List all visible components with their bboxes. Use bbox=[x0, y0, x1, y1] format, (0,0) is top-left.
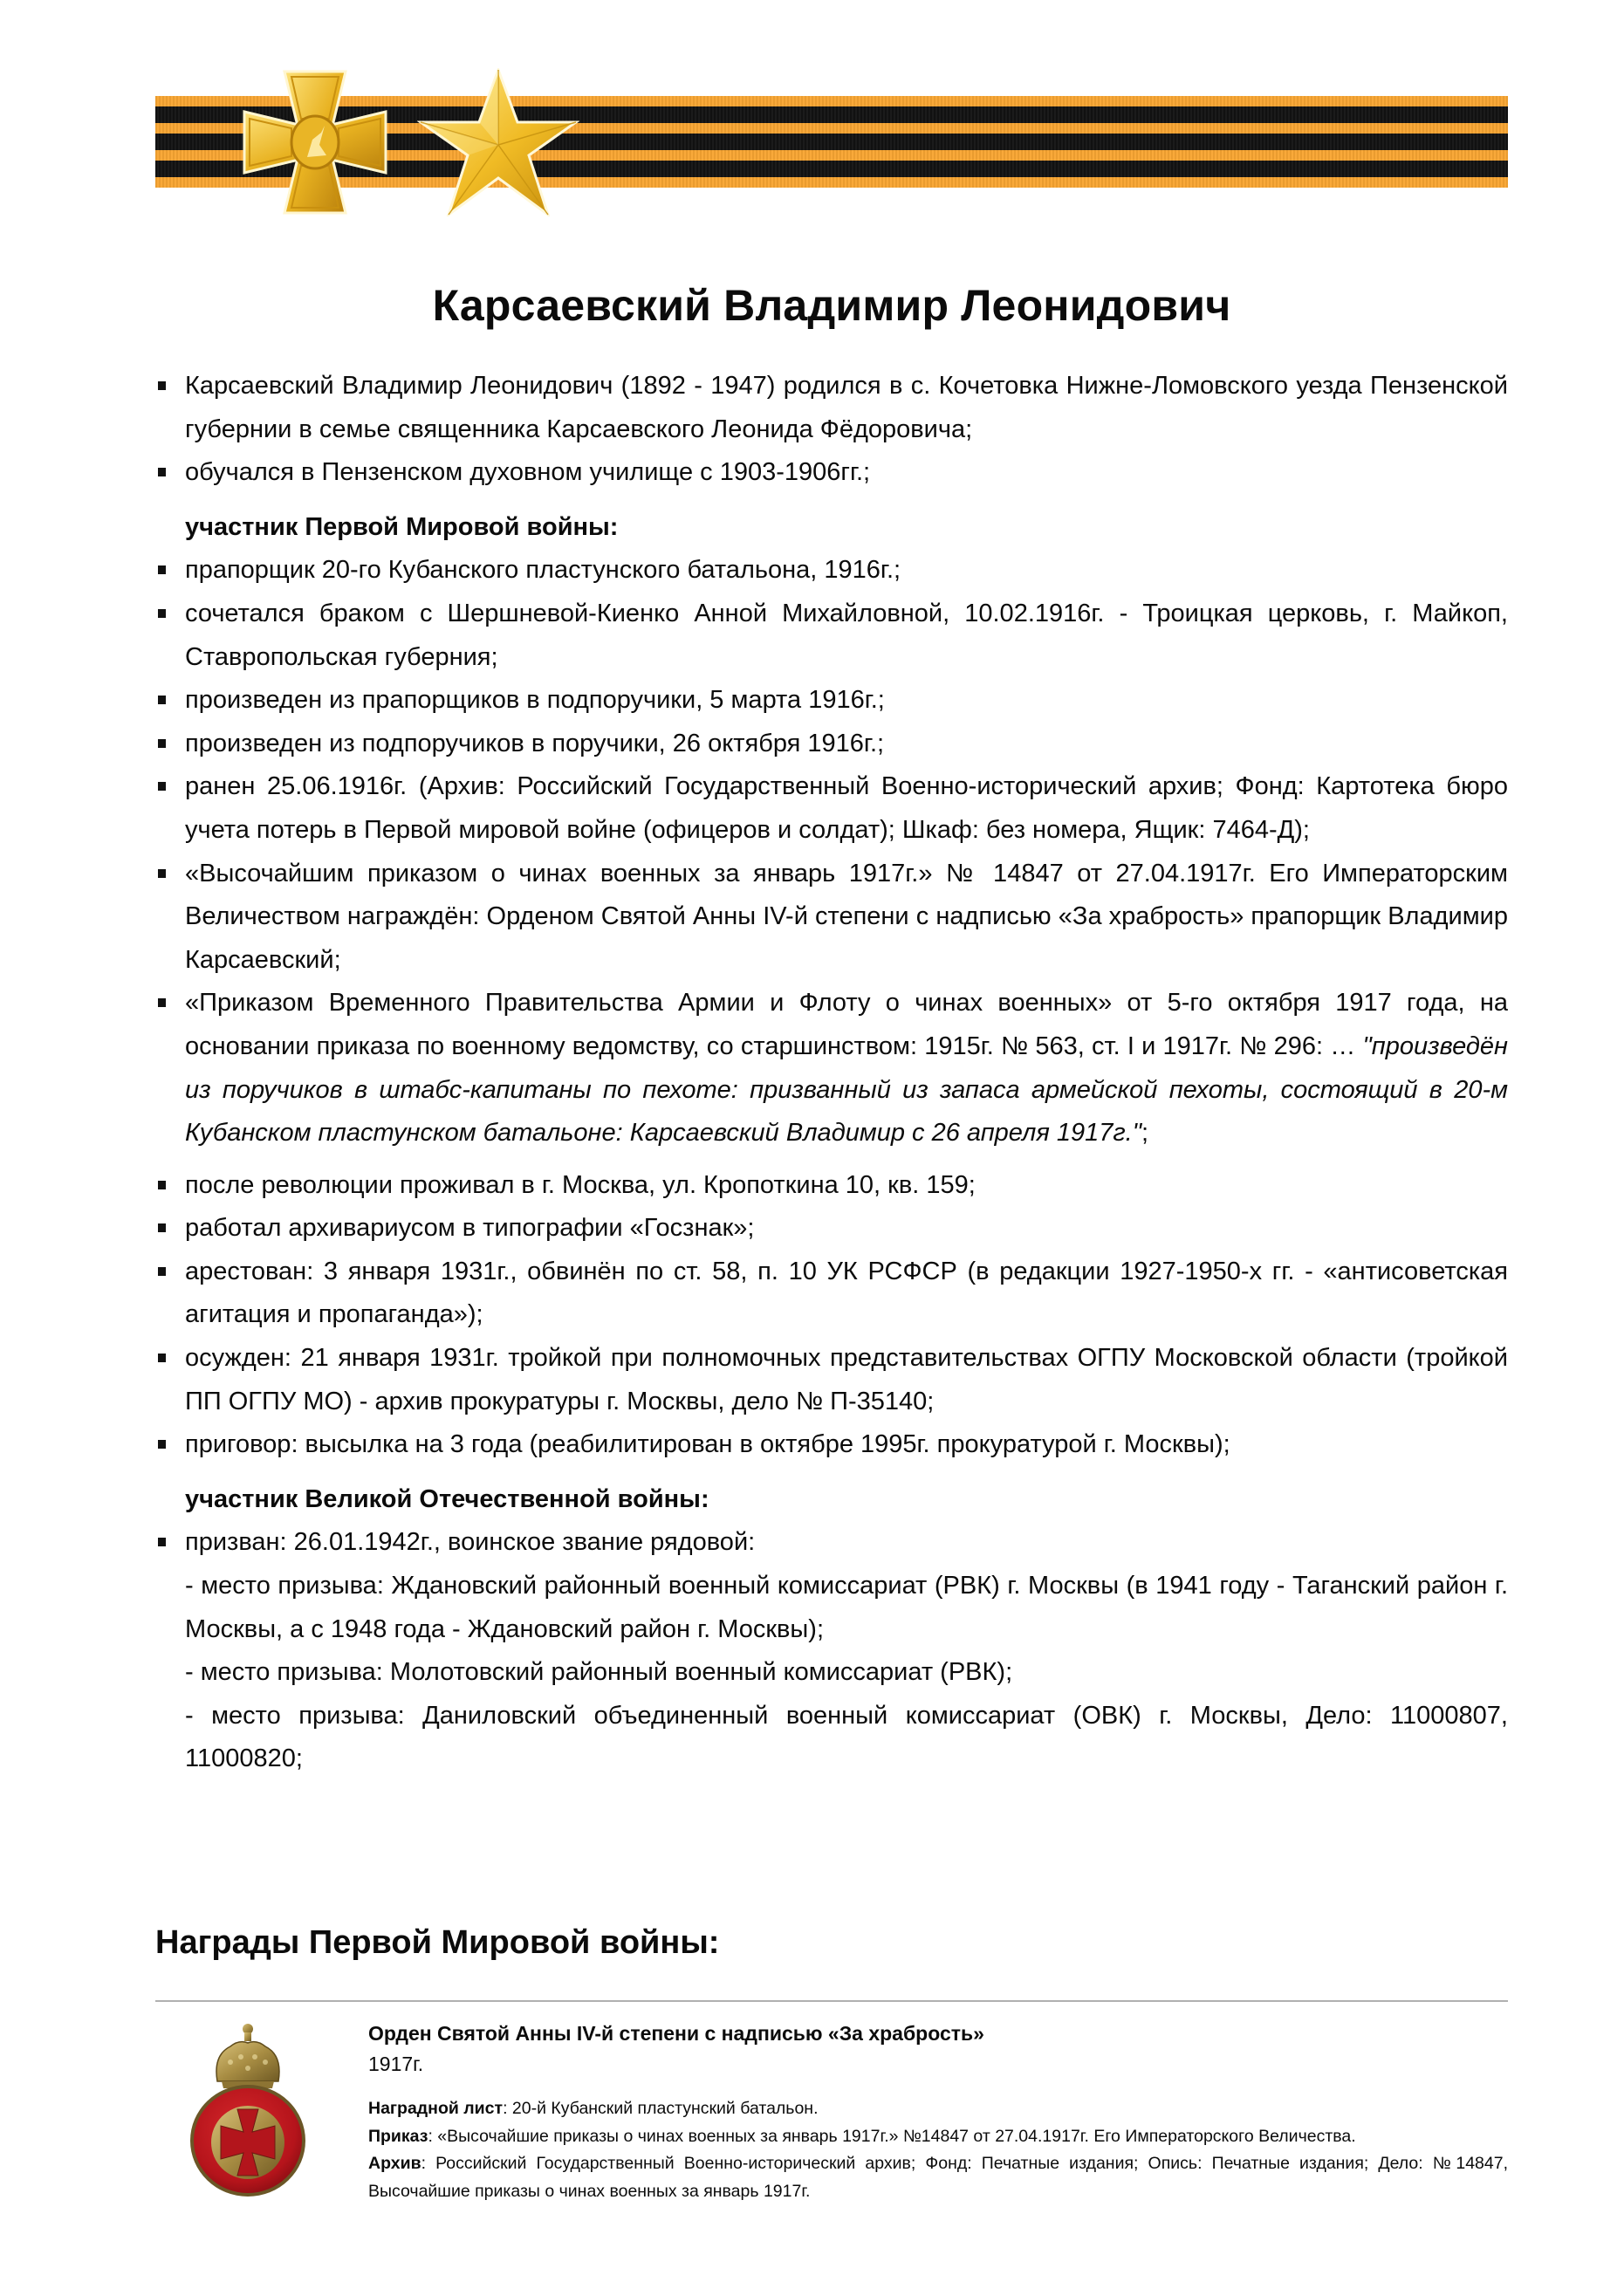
list-item-text: Карсаевский Владимир Леонидович (1892 - 1947) родился в с. Кочетовка Нижне-Ломовского уезда Пензенской губернии в семье священника Карсаевского Леонида Фёдоровича; bbox=[185, 372, 1508, 443]
list-item-promotion-order bbox=[155, 982, 1508, 1155]
order-quote: "произведён из поручиков в штабс-капитаны по пехоте: призванный из запаса армейской пехоты, состоящий в 20-м Кубанском пластунском батальоне: Карсаевский Владимир с 26 апреля 1917г." bbox=[185, 1031, 1508, 1148]
list-item-text: работал архивариусом в типографии «Госзнак»; bbox=[185, 1214, 755, 1243]
conscription-place: - место призыва: Ждановский районный военный комиссариат (РВК) г. Москвы (в 1941 году - Таганский район г. Москвы, а с 1948 года - Ждановский район г. Москвы); bbox=[185, 1572, 1508, 1643]
list-item-text: после революции проживал в г. Москва, ул. Кропоткина 10, кв. 159; bbox=[185, 1170, 976, 1199]
award-order-value: : «Высочайшие приказы о чинах военных за январь 1917г.» №14847 от 27.04.1917г. Его Императорского Величества. bbox=[428, 2126, 1356, 2146]
intro-list bbox=[155, 365, 1508, 495]
conscription-place: - место призыва: Даниловский объединенный военный комиссариат (ОВК) г. Москвы, Дело: 11000807, 11000820; bbox=[185, 1701, 1508, 1773]
list-item-text: арестован: 3 января 1931г., обвинён по ст. 58, п. 10 УК РСФСР (в редакции 1927-1950-х гг. - «антисоветская агитация и пропаганда»); bbox=[185, 1257, 1508, 1329]
list-item bbox=[155, 549, 1508, 593]
square-bullet-icon bbox=[158, 1440, 166, 1449]
list-item-conscription bbox=[155, 1521, 1508, 1781]
interwar-list bbox=[155, 1164, 1508, 1467]
list-item-text: обучался в Пензенском духовном училище с 1903-1906гг.; bbox=[185, 458, 871, 487]
square-bullet-icon bbox=[158, 869, 166, 878]
list-item bbox=[155, 365, 1508, 451]
gold-star-icon bbox=[417, 68, 579, 216]
ww1-subheading: участник Первой Мировой войны: bbox=[185, 512, 619, 541]
award-year: 1917г. bbox=[368, 2053, 424, 2075]
square-bullet-icon bbox=[158, 696, 166, 704]
conscription-place: - место призыва: Молотовский районный военный комиссариат (РВК); bbox=[185, 1658, 1013, 1687]
square-bullet-icon bbox=[158, 1181, 166, 1189]
list-item bbox=[155, 853, 1508, 983]
award-order-line bbox=[368, 2123, 1508, 2151]
award-archive-value: : Российский Государственный Военно-исторический архив; Фонд: Печатные издания; Опись: Печатные издания; Дело: №14847, Высочайшие приказы о чинах военных за январь 1917г. bbox=[368, 2154, 1508, 2201]
award-details bbox=[368, 2018, 1508, 2205]
award-sheet-value: : 20-й Кубанский пластунский батальон. bbox=[503, 2099, 819, 2118]
list-item bbox=[155, 679, 1508, 723]
square-bullet-icon bbox=[158, 998, 166, 1007]
square-bullet-icon bbox=[158, 1267, 166, 1276]
list-item bbox=[155, 765, 1508, 852]
square-bullet-icon bbox=[158, 381, 166, 390]
ww1-list bbox=[155, 549, 1508, 1155]
conscription-main: призван: 26.01.1942г., воинское звание рядовой: bbox=[185, 1528, 756, 1557]
header-banner bbox=[0, 0, 1624, 236]
list-item-text: произведен из прапорщиков в подпоручики, 5 марта 1916г.; bbox=[185, 686, 885, 715]
list-item bbox=[155, 1207, 1508, 1251]
square-bullet-icon bbox=[158, 782, 166, 791]
list-item bbox=[155, 723, 1508, 766]
list-item-text: приговор: высылка на 3 года (реабилитирован в октябре 1995г. прокуратурой г. Москвы); bbox=[185, 1430, 1230, 1459]
order-tail: ; bbox=[1141, 1119, 1149, 1148]
list-item bbox=[155, 1164, 1508, 1208]
ww2-list bbox=[155, 1521, 1508, 1781]
square-bullet-icon bbox=[158, 739, 166, 748]
list-item-text: осужден: 21 января 1931г. тройкой при полномочных представительствах ОГПУ Московской области (тройкой ПП ОГПУ МО) - архив прокуратуры г. Москвы, дело № П-35140; bbox=[185, 1344, 1508, 1415]
order-text: «Приказом Временного Правительства Армии и Флоту о чинах военных» от 5-го октября 1917 года, на основании приказа по военному ведомству, со старшинством: 1915г. № 563, ст. I и 1917г. № 296: … bbox=[185, 989, 1508, 1060]
list-item-text: прапорщик 20-го Кубанского пластунского батальона, 1916г.; bbox=[185, 556, 901, 585]
list-item-text: «Высочайшим приказом о чинах военных за январь 1917г.» № 14847 от 27.04.1917г. Его Императорским Величеством награждён: Орденом Святой Анны IV-й степени с надписью «За храбрость» прапорщик Владимир Карсаевский; bbox=[185, 859, 1508, 974]
square-bullet-icon bbox=[158, 1538, 166, 1546]
order-of-st-anne-medal-icon bbox=[187, 2020, 309, 2199]
square-bullet-icon bbox=[158, 609, 166, 618]
award-entry bbox=[155, 2012, 1508, 2212]
list-item-text: ранен 25.06.1916г. (Архив: Российский Государственный Военно-исторический архив; Фонд: Картотека бюро учета потерь в Первой мировой войне (офицеров и солдат); Шкаф: без номера, Ящик: 7464-Д); bbox=[185, 772, 1508, 844]
award-sheet-line bbox=[368, 2095, 1508, 2123]
award-sheet-label: Наградной лист bbox=[368, 2099, 504, 2118]
award-archive-label: Архив bbox=[368, 2154, 421, 2173]
award-order-label: Приказ bbox=[368, 2126, 428, 2146]
award-title: Орден Святой Анны IV-й степени с надписью «За храбрость» bbox=[368, 2022, 984, 2045]
list-item bbox=[155, 1423, 1508, 1467]
spacer bbox=[155, 1155, 1508, 1164]
square-bullet-icon bbox=[158, 1354, 166, 1362]
square-bullet-icon bbox=[158, 468, 166, 476]
page-title: Карсаевский Владимир Леонидович bbox=[432, 281, 1231, 330]
list-item bbox=[155, 1337, 1508, 1423]
gold-st-george-cross-icon bbox=[243, 70, 387, 215]
square-bullet-icon bbox=[158, 1223, 166, 1232]
awards-divider bbox=[155, 2000, 1508, 2002]
list-item-text: произведен из подпоручиков в поручики, 26 октября 1916г.; bbox=[185, 729, 885, 757]
biography-content bbox=[155, 365, 1508, 1781]
square-bullet-icon bbox=[158, 565, 166, 574]
list-item bbox=[155, 451, 1508, 495]
list-item bbox=[155, 1251, 1508, 1337]
award-archive-line bbox=[368, 2150, 1508, 2205]
awards-heading: Награды Первой Мировой войны: bbox=[155, 1924, 720, 1961]
list-item bbox=[155, 593, 1508, 679]
list-item-text: сочетался браком с Шершневой-Киенко Анной Михайловной, 10.02.1916г. - Троицкая церковь, г. Майкоп, Ставропольская губерния; bbox=[185, 599, 1508, 671]
ww2-subheading: участник Великой Отечественной войны: bbox=[185, 1484, 709, 1513]
